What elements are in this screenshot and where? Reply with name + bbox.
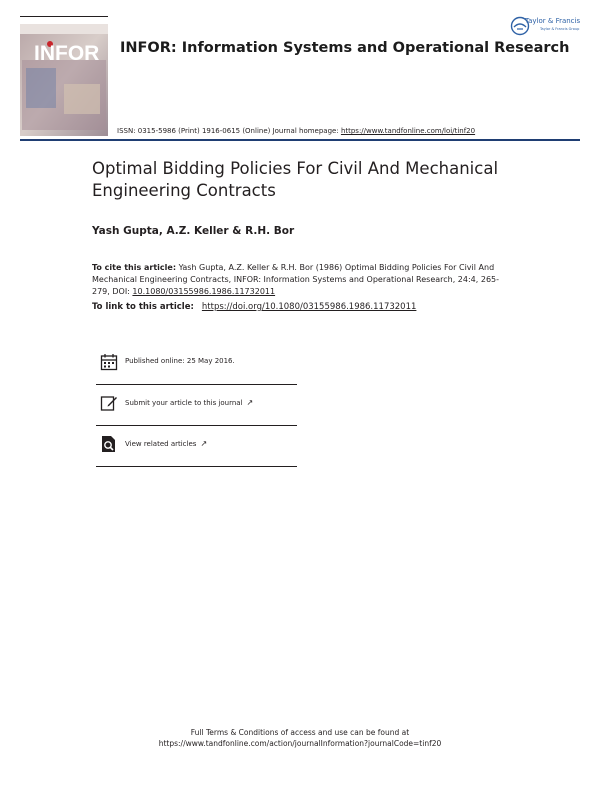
footer-terms: Full Terms & Conditions of access and use can be found at [190,728,410,737]
footer-terms-url[interactable]: https://www.tandfonline.com/action/journalInformation?journalCode=tinf20 [158,739,442,748]
cover-title: INFOR [34,42,100,65]
row-divider [96,425,297,427]
issn-line [117,127,475,135]
cite-text: Yash Gupta, A.Z. Keller & R.H. Bor (1986) Optimal Bidding Policies For Civil And Mechanical Engineering Contracts, INFOR: Information Systems and Operational Research, 24:4, 265-279, DOI: [92,263,500,296]
external-link-icon: ↗ [200,439,208,448]
header-divider [20,139,580,141]
link-label: To link to this article: [92,302,194,312]
doi-link[interactable]: 10.1080/03155986.1986.11732011 [132,287,276,296]
external-link-icon: ↗ [246,398,254,407]
journal-cover-image[interactable] [20,24,108,136]
publisher-logo-group: Taylor & Francis Group [540,27,580,31]
article-title: Optimal Bidding Policies For Civil And Mechanical Engineering Contracts [92,159,499,200]
related-articles-row[interactable] [96,427,297,467]
article-link-row [92,302,416,312]
published-date: Published online: 25 May 2016. [125,357,235,365]
submit-article-link[interactable]: Submit your article to this journal ↗ [125,398,254,407]
row-divider [96,384,297,386]
journal-homepage-link[interactable]: https://www.tandfonline.com/loi/tinf20 [340,127,476,135]
related-articles-link[interactable]: View related articles ↗ [125,439,208,448]
published-row [96,345,297,385]
edit-icon [100,394,118,412]
submit-article-row[interactable] [96,386,297,426]
article-authors: Yash Gupta, A.Z. Keller & R.H. Bor [92,225,295,237]
article-doi-url[interactable]: https://doi.org/10.1080/03155986.1986.11732011 [201,302,417,312]
document-search-icon [100,435,118,453]
issn-text: ISSN: 0315-5986 (Print) 1916-0615 (Online) Journal homepage: [117,127,341,135]
publisher-logo-name: Taylor & Francis [525,17,581,25]
cite-label: To cite this article: [92,263,177,272]
header-divider-short [20,16,108,17]
footer [0,727,600,749]
calendar-icon [100,353,118,371]
citation-block [92,262,502,298]
journal-title[interactable]: INFOR: Information Systems and Operational Research [120,40,570,56]
row-divider [96,466,297,468]
